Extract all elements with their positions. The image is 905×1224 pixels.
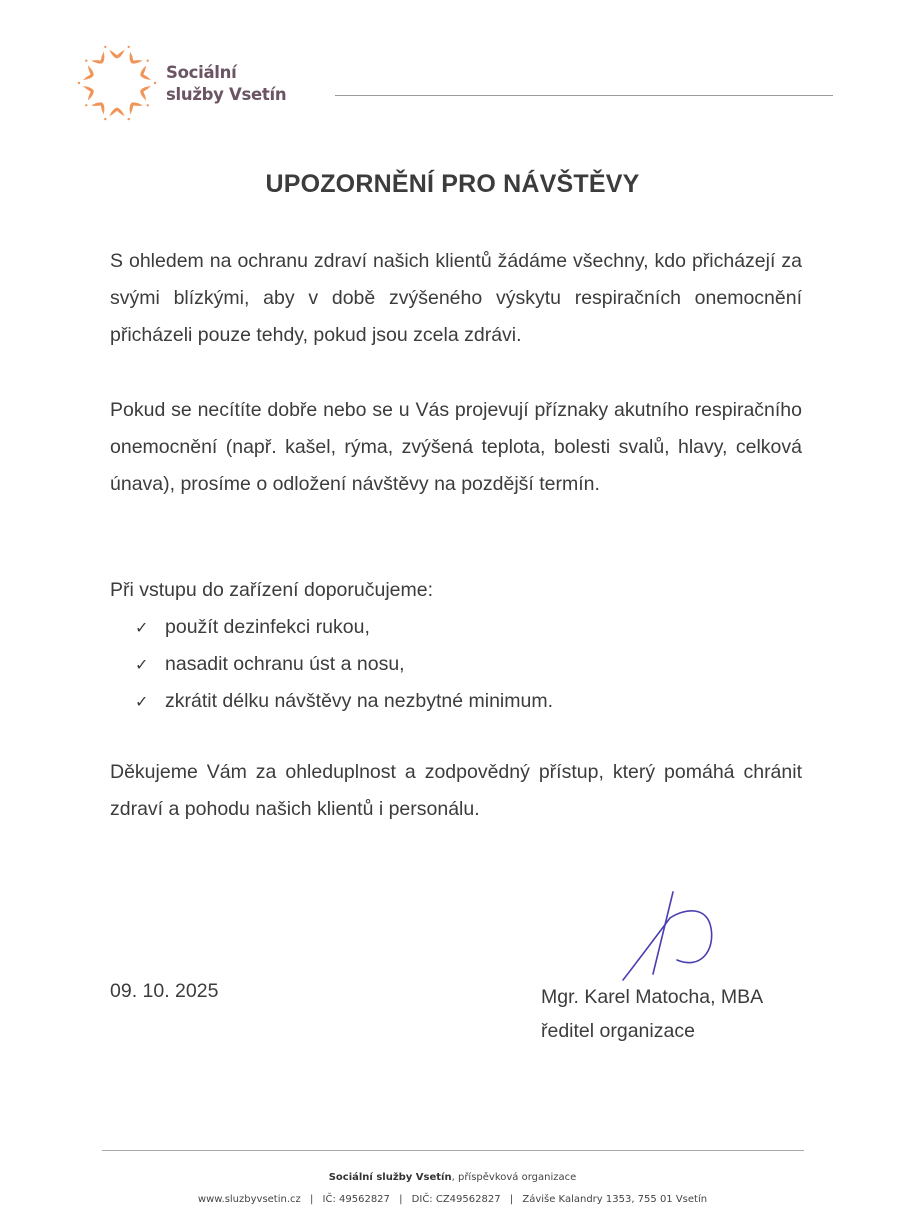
footer-org-name: Sociální služby Vsetín bbox=[328, 1172, 452, 1183]
logo-petal bbox=[125, 52, 143, 68]
logo-dot bbox=[147, 104, 149, 106]
list-item bbox=[135, 646, 553, 683]
logo-petal bbox=[91, 98, 109, 114]
signer-name: Mgr. Karel Matocha, MBA bbox=[541, 986, 764, 1008]
list-item-text: nasadit ochranu úst a nosu, bbox=[165, 653, 405, 675]
signature-block bbox=[541, 980, 763, 1048]
document-title: UPOZORNĚNÍ PRO NÁVŠTĚVY bbox=[265, 170, 640, 198]
signature-icon bbox=[615, 888, 725, 988]
logo-petal bbox=[91, 52, 109, 68]
logo-dot bbox=[128, 118, 130, 120]
list-item bbox=[135, 609, 553, 646]
logo-dot bbox=[104, 46, 106, 48]
list-item-text: zkrátit délku návštěvy na nezbytné minimum. bbox=[165, 690, 554, 712]
logo-petal bbox=[125, 98, 143, 114]
logo-dot bbox=[78, 82, 80, 84]
signer-role: ředitel organizace bbox=[541, 1020, 695, 1042]
footer-separator: | bbox=[399, 1194, 403, 1205]
logo-dot bbox=[85, 60, 87, 62]
paragraph-health-request: S ohledem na ochranu zdraví našich klientů žádáme všechny, kdo přicházejí za svými blízkými, aby v době zvýšeného výskytu respiračních onemocnění přicházeli pouze tehdy, pokud jsou zcela zdrávi. bbox=[110, 250, 802, 346]
checkmark-icon: ✓ bbox=[135, 655, 149, 674]
footer-ic: IČ: 49562827 bbox=[322, 1194, 390, 1205]
recommendations-intro: Při vstupu do zařízení doporučujeme: bbox=[110, 579, 434, 601]
document-date: 09. 10. 2025 bbox=[110, 980, 219, 1002]
brand-line-1: Sociální bbox=[166, 63, 237, 82]
header-divider bbox=[335, 95, 833, 96]
list-item bbox=[135, 683, 553, 720]
logo-petal bbox=[109, 50, 124, 59]
paragraph-thanks: Děkujeme Vám za ohleduplnost a zodpovědný přístup, který pomáhá chránit zdraví a pohodu našich klientů i personálu. bbox=[110, 761, 802, 820]
logo-petal bbox=[138, 65, 151, 82]
logo-petal bbox=[138, 83, 151, 100]
footer-organization bbox=[0, 1172, 905, 1183]
logo-dot bbox=[154, 82, 156, 84]
brand-line-2: služby Vsetín bbox=[166, 85, 287, 104]
brand-name bbox=[166, 62, 286, 106]
logo-petal bbox=[83, 65, 96, 82]
list-item-text: použít dezinfekci rukou, bbox=[165, 616, 370, 638]
footer-address: Záviše Kalandry 1353, 755 01 Vsetín bbox=[522, 1194, 708, 1205]
logo-dot bbox=[85, 104, 87, 106]
logo-dot bbox=[104, 118, 106, 120]
sun-ring-logo-icon bbox=[72, 40, 162, 125]
footer-contact bbox=[0, 1194, 905, 1205]
paragraph-symptoms: Pokud se necítíte dobře nebo se u Vás projevují příznaky akutního respiračního onemocnění (např. kašel, rýma, zvýšená teplota, bolesti svalů, hlavy, celková únava), prosíme o odložení návštěvy na pozdější termín. bbox=[110, 399, 802, 495]
recommendations-list bbox=[135, 609, 553, 720]
logo-petal bbox=[83, 83, 96, 100]
footer-website-link[interactable]: www.sluzbyvsetin.cz bbox=[197, 1194, 301, 1205]
footer-separator: | bbox=[309, 1194, 314, 1205]
checkmark-icon: ✓ bbox=[135, 618, 149, 637]
footer-dic: DIČ: CZ49562827 bbox=[411, 1194, 501, 1205]
footer-divider bbox=[102, 1150, 804, 1151]
checkmark-icon: ✓ bbox=[135, 692, 149, 711]
logo-dot bbox=[147, 60, 149, 62]
logo-dot bbox=[128, 46, 130, 48]
logo-petal bbox=[109, 108, 124, 117]
footer-org-type: , příspěvková organizace bbox=[451, 1172, 577, 1183]
footer-separator: | bbox=[509, 1194, 514, 1205]
